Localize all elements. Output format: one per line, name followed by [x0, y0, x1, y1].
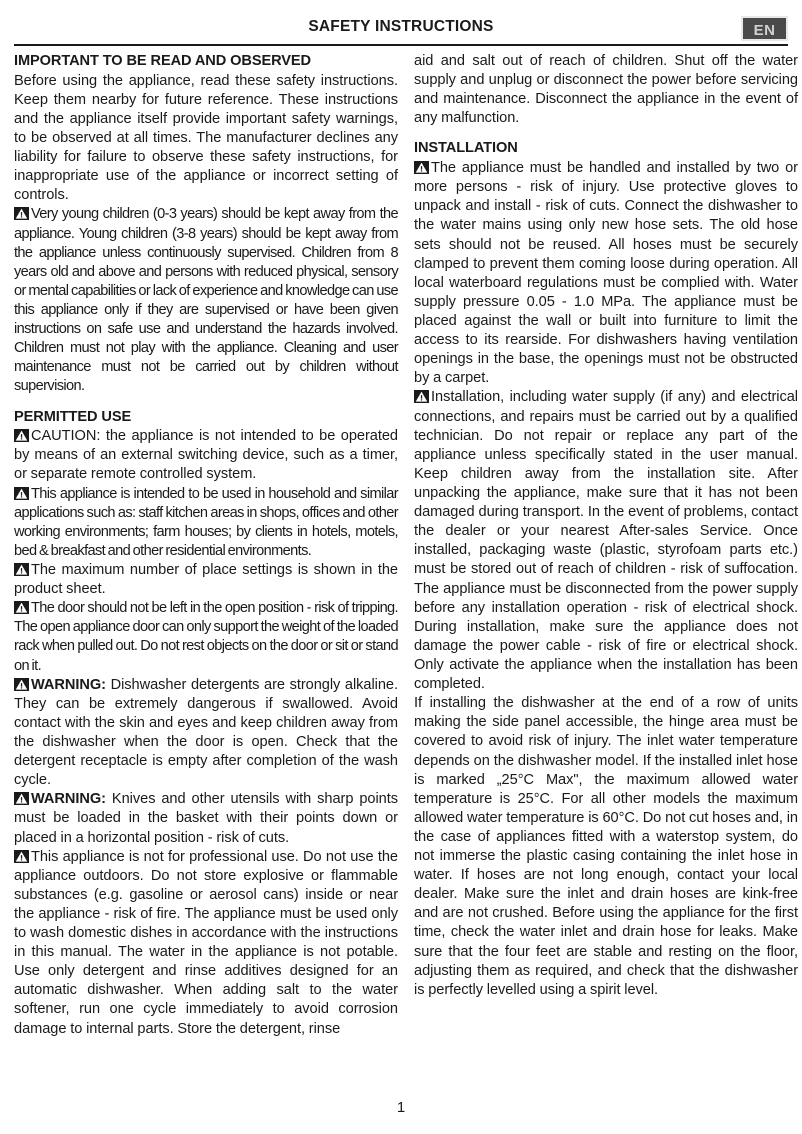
warning-triangle-icon — [414, 390, 429, 403]
paragraph-aid-and-salt: aid and salt out of reach of children. Shut off the water supply and unplug or disconnect the power before servicing and maintenance. Disconnect the appliance in the event of any malfunction. — [414, 53, 798, 127]
paragraph-handling-and-install — [414, 159, 798, 388]
paragraph-caution-switching-device-text: CAUTION: the appliance is not intended to be operated by means of an external switching device, such as a timer, or separate remote controlled system. — [14, 428, 398, 483]
section-heading-permitted-use: PERMITTED USE — [14, 408, 132, 425]
warning-triangle-icon — [414, 161, 429, 174]
paragraph-warning-detergents — [14, 676, 398, 791]
paragraph-not-professional-use-text: This appliance is not for professional use. Do not use the appliance outdoors. Do not store explosive or flammable substances (e.g. gasoline or aerosol cans) inside or near the appliance - risk of fire. The appliance must be used only to wash domestic dishes in accordance with the instructions in this manual. The water in the appliance is not potable. Use only detergent and rinse additives designed for an automatic dishwasher. When adding salt to the water softener, run one cycle immediately to avoid corrosion damage to internal parts. Store the detergent, rinse — [14, 848, 398, 1037]
paragraph-household-applications-text: This appliance is intended to be used in household and similar applications such as: staff kitchen areas in shops, offices and other working environments; farm houses; by clients in hotels, motels, bed & breakfast and other residential environments. — [14, 485, 398, 559]
paragraph-household-applications — [14, 485, 398, 561]
warning-triangle-icon — [14, 487, 29, 500]
paragraph-warning-detergents-text: Dishwasher detergents are strongly alkaline. They can be extremely dangerous if swallowed. Avoid contact with the skin and eyes and keep children away from the dishwasher when the door is open. Check that the detergent receptacle is empty after completion of the wash cycle. — [14, 676, 398, 789]
warning-label: WARNING: — [31, 676, 106, 693]
left-column — [14, 52, 398, 1039]
warning-triangle-icon — [14, 601, 29, 614]
paragraph-warning-knives — [14, 790, 398, 847]
paragraph-warning-knives-text: Knives and other utensils with sharp points must be loaded in the basket with their points down or placed in a horizontal position - risk of cuts. — [14, 791, 398, 846]
language-badge: EN — [741, 16, 788, 41]
page-title: SAFETY INSTRUCTIONS — [308, 18, 494, 35]
warning-triangle-icon — [14, 792, 29, 805]
paragraph-very-young-children — [14, 205, 398, 396]
warning-triangle-icon — [14, 678, 29, 691]
paragraph-installation-technician — [414, 388, 798, 694]
warning-triangle-icon — [14, 563, 29, 576]
warning-triangle-icon — [14, 429, 29, 442]
warning-triangle-icon — [14, 207, 29, 220]
paragraph-installation-technician-text: Installation, including water supply (if any) and electrical connections, and repairs must be carried out by a qualified technician. Do not repair or replace any part of the appliance unless specifically stated in the user manual. Keep children away from the installation site. After unpacking the appliance, make sure that it has not been damaged during transport. In the event of problems, contact the dealer or your nearest After-sales Service. Once installed, packaging waste (plastic, styrofoam parts etc.) must be stored out of reach of children - risk of suffocation. The appliance must be disconnected from the power supply before any installation operation - risk of electrical shock. During installation, make sure the appliance does not damage the power cable - risk of fire or electrical shock. Only activate the appliance when the installation has been completed. — [414, 389, 798, 693]
paragraph-place-settings — [14, 561, 398, 599]
warning-label: WARNING: — [31, 791, 106, 808]
paragraph-door-open-position-text: The door should not be left in the open position - risk of tripping. The open appliance door can only support the weight of the loaded rack when pulled out. Do not rest objects on the door or sit or stand on it. — [14, 600, 398, 674]
header-divider — [14, 44, 788, 46]
paragraph-before-using: Before using the appliance, read these safety instructions. Keep them nearby for future reference. These instructions and the appliance itself provide important safety warnings, to be observed at all times. The manufacturer declines any liability for failure to observe these safety instructions, for inappropriate use of the appliance or incorrect setting of controls. — [14, 72, 398, 204]
page-number: 1 — [396, 1099, 406, 1116]
two-column-body — [14, 52, 798, 1039]
paragraph-door-open-position — [14, 599, 398, 675]
paragraph-handling-and-install-text: The appliance must be handled and installed by two or more persons - risk of injury. Use protective gloves to unpack and install - risk of cuts. Connect the dishwasher to the water mains using only new hose sets. The old hose sets should not be reused. All hoses must be securely clamped to prevent them coming loose during operation. All local waterboard regulations must be complied with. Water supply pressure 0.05 - 1.0 MPa. The appliance must be placed against the wall or built into furniture to limit the access to its rearside. For dishwashers having ventilation openings in the base, the openings must not be obstructed by a carpet. — [414, 160, 798, 387]
section-heading-important: IMPORTANT TO BE READ AND OBSERVED — [14, 53, 311, 69]
right-column — [414, 52, 798, 1039]
paragraph-very-young-children-text: Very young children (0-3 years) should be kept away from the appliance. Young children (3-8 years) should be kept away from the appliance unless continuously supervised. Children from 8 years old and above and persons with reduced physical, sensory or mental capabilities or lack of experience and knowledge can use this appliance only if they are supervised or have been given instructions on safe use and understand the hazards involved. Children must not play with the appliance. Cleaning and user maintenance must not be carried out by children without supervision. — [14, 206, 398, 395]
section-heading-installation: INSTALLATION — [414, 140, 518, 157]
page-header — [14, 0, 788, 46]
paragraph-caution-switching-device — [14, 427, 398, 484]
paragraph-not-professional-use — [14, 848, 398, 1039]
paragraph-place-settings-text: The maximum number of place settings is shown in the product sheet. — [14, 561, 398, 598]
paragraph-end-of-row-install: If installing the dishwasher at the end of a row of units making the side panel accessible, the hinge area must be covered to avoid risk of injury. The inlet water temperature depends on the dishwasher model. If the installed inlet hose is marked „25°C Max", the maximum allowed water temperature is 25°C. For all other models the maximum allowed water temperature is 60°C. Do not cut hoses and, in the case of appliances fitted with a waterstop system, do not immerse the plastic casing containing the inlet hose in water. If hoses are not long enough, contact your local dealer. Make sure the inlet and drain hoses are kink-free and are not crushed. Before using the appliance for the first time, check the water inlet and drain hose for leaks. Make sure that the four feet are stable and resting on the floor, adjusting them as required, and check that the dishwasher is perfectly levelled using a spirit level. — [414, 695, 798, 998]
warning-triangle-icon — [14, 850, 29, 863]
